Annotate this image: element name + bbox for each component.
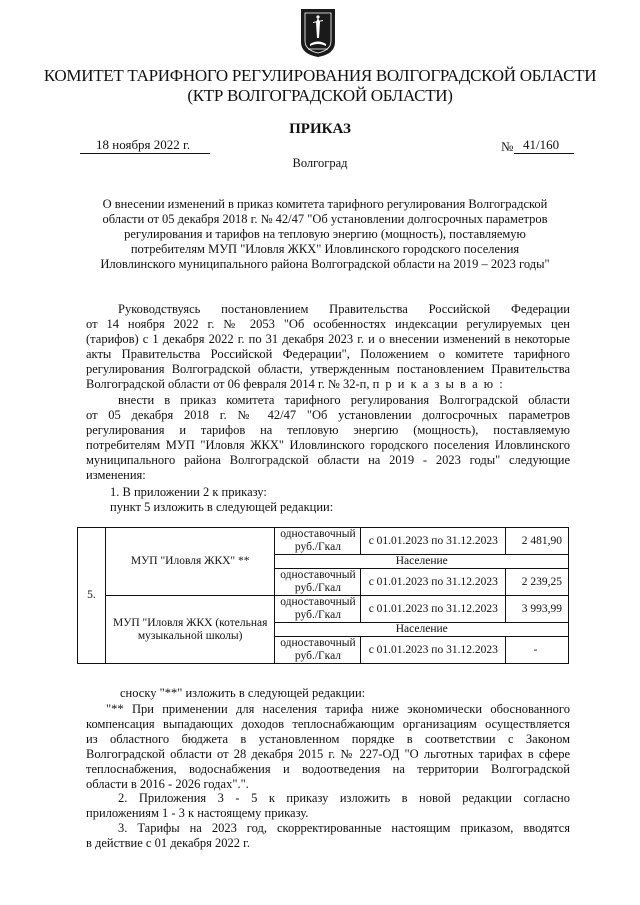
tariff-table <box>77 527 569 664</box>
number-sign: № <box>501 139 514 154</box>
preamble-paragraph <box>86 302 570 392</box>
amendment-line: потребителям МУП "Иловля ЖКХ" Иловлинского городского поселения Иловлинского <box>86 438 570 452</box>
item-3-line: 3. Тарифы на 2023 год, скорректированные настоящим приказом, вводятся <box>118 821 570 835</box>
document-subject <box>80 197 570 272</box>
org-title-line1: КОМИТЕТ ТАРИФНОГО РЕГУЛИРОВАНИЯ ВОЛГОГРАДСКОЙ ОБЛАСТИ <box>43 66 597 85</box>
footnote-line: области в 2016 - 2026 годах".". <box>86 777 249 791</box>
footnote-intro: сноску "**" изложить в следующей редакции: <box>120 686 366 700</box>
footnote-line: Волгоградской области от 28 декабря 2015 г. № 227-ОД "О льготных тарифах в сфере <box>86 747 570 761</box>
table-row <box>78 528 569 555</box>
table-row <box>78 596 569 623</box>
preamble-line: регулирования Волгоградской области, утвержденным постановлением Правительства <box>86 362 570 376</box>
preamble-line: Руководствуясь постановлением Правительства Российской Федерации <box>118 302 570 316</box>
number-underline <box>514 153 574 154</box>
price-cell: - <box>506 637 569 664</box>
subject-line: О внесении изменений в приказ комитета тарифного регулирования Волгоградской <box>102 197 548 211</box>
subject-line: потребителям МУП "Иловля ЖКХ" Иловлинского городского поселения <box>130 242 520 256</box>
subject-line: Иловлинского муниципального района Волгоградской области на 2019 – 2023 годы" <box>100 257 550 271</box>
preamble-line: (тарифов) с 1 декабря 2022 г. по 31 декабря 2023 г. и о внесении изменений в некоторые <box>86 332 570 346</box>
item-1: 1. В приложении 2 к приказу: <box>110 485 267 499</box>
subject-line: области от 05 декабря 2018 г. № 42/47 "Об установлении долгосрочных параметров <box>102 212 548 226</box>
document-date: 18 ноября 2022 г. <box>96 137 191 152</box>
period-cell: с 01.01.2023 по 31.12.2023 <box>361 637 506 664</box>
row-number-cell: 5. <box>78 528 106 664</box>
footnote-line: теплоснабжения, водоснабжения и водоотведения на территории Волгоградской <box>86 762 570 776</box>
amendment-paragraph <box>86 393 570 483</box>
org-cell: МУП "Иловля ЖКХ" ** <box>105 528 275 596</box>
unit-cell: одноставочный руб./Гкал <box>275 528 361 555</box>
item-1-sub: пункт 5 изложить в следующей редакции: <box>110 500 334 514</box>
document-number: 41/160 <box>523 137 560 152</box>
period-cell: с 01.01.2023 по 31.12.2023 <box>361 528 506 555</box>
population-cell: Население <box>275 623 569 637</box>
org-title-line2: (КТР ВОЛГОГРАДСКОЙ ОБЛАСТИ) <box>187 86 453 105</box>
subject-line: регулирования и тарифов на тепловую энергию (мощность), поставляемую <box>124 227 526 241</box>
amendment-line: регулирования и тарифов на тепловую энергию (мощность), поставляемую <box>86 423 570 437</box>
period-cell: с 01.01.2023 по 31.12.2023 <box>361 569 506 596</box>
date-underline <box>80 153 210 154</box>
population-cell: Население <box>275 555 569 569</box>
item-2-line: 2. Приложения 3 - 5 к приказу изложить в новой редакции согласно <box>118 791 570 805</box>
unit-cell: одноставочный руб./Гкал <box>275 569 361 596</box>
amendment-line: от 05 декабря 2018 г. № 42/47 "Об установлении долгосрочных параметров <box>86 408 570 422</box>
prikazyvayu-word: п р и к а з ы в а ю : <box>372 377 505 391</box>
period-cell: с 01.01.2023 по 31.12.2023 <box>361 596 506 623</box>
footnote-line: из областного бюджета в установленном порядке в соответствии с Законом <box>86 732 570 746</box>
document-type: ПРИКАЗ <box>289 121 351 137</box>
footnote-line: "** При применении для населения тарифа ниже экономически обоснованного <box>106 702 570 716</box>
preamble-line: от 14 ноября 2022 г. № 2053 "Об особенностях индексации регулируемых цен <box>86 317 570 331</box>
price-cell: 3 993,99 <box>506 596 569 623</box>
amendment-line: внести в приказ комитета тарифного регулирования Волгоградской области <box>118 393 570 407</box>
preamble-line <box>86 377 570 392</box>
preamble-line: акты Правительства Российской Федерации", Положением о комитете тарифного <box>86 347 570 361</box>
coat-of-arms-icon <box>300 8 336 58</box>
price-cell: 2 239,25 <box>506 569 569 596</box>
item-2-line: приложениям 1 - 3 к настоящему приказу. <box>86 806 309 820</box>
item-3 <box>86 821 570 851</box>
amendment-line: муниципального района Волгоградской области на 2019 - 2023 годы" следующие <box>86 453 570 467</box>
amendment-line: изменения: <box>86 468 146 482</box>
org-cell: МУП "Иловля ЖКХ (котельная музыкальной школы) <box>105 596 275 664</box>
price-cell: 2 481,90 <box>506 528 569 555</box>
document-city: Волгоград <box>292 156 348 170</box>
footnote-paragraph <box>86 702 570 792</box>
footnote-line: компенсация выпадающих доходов теплоснабжающим организациям осуществляется <box>86 717 570 731</box>
preamble-line-text: Волгоградской области от 06 февраля 2014 г. № 32-п, <box>86 377 373 391</box>
item-3-line: в действие с 01 декабря 2022 г. <box>86 836 250 850</box>
unit-cell: одноставочный руб./Гкал <box>275 596 361 623</box>
item-2 <box>86 791 570 821</box>
unit-cell: одноставочный руб./Гкал <box>275 637 361 664</box>
